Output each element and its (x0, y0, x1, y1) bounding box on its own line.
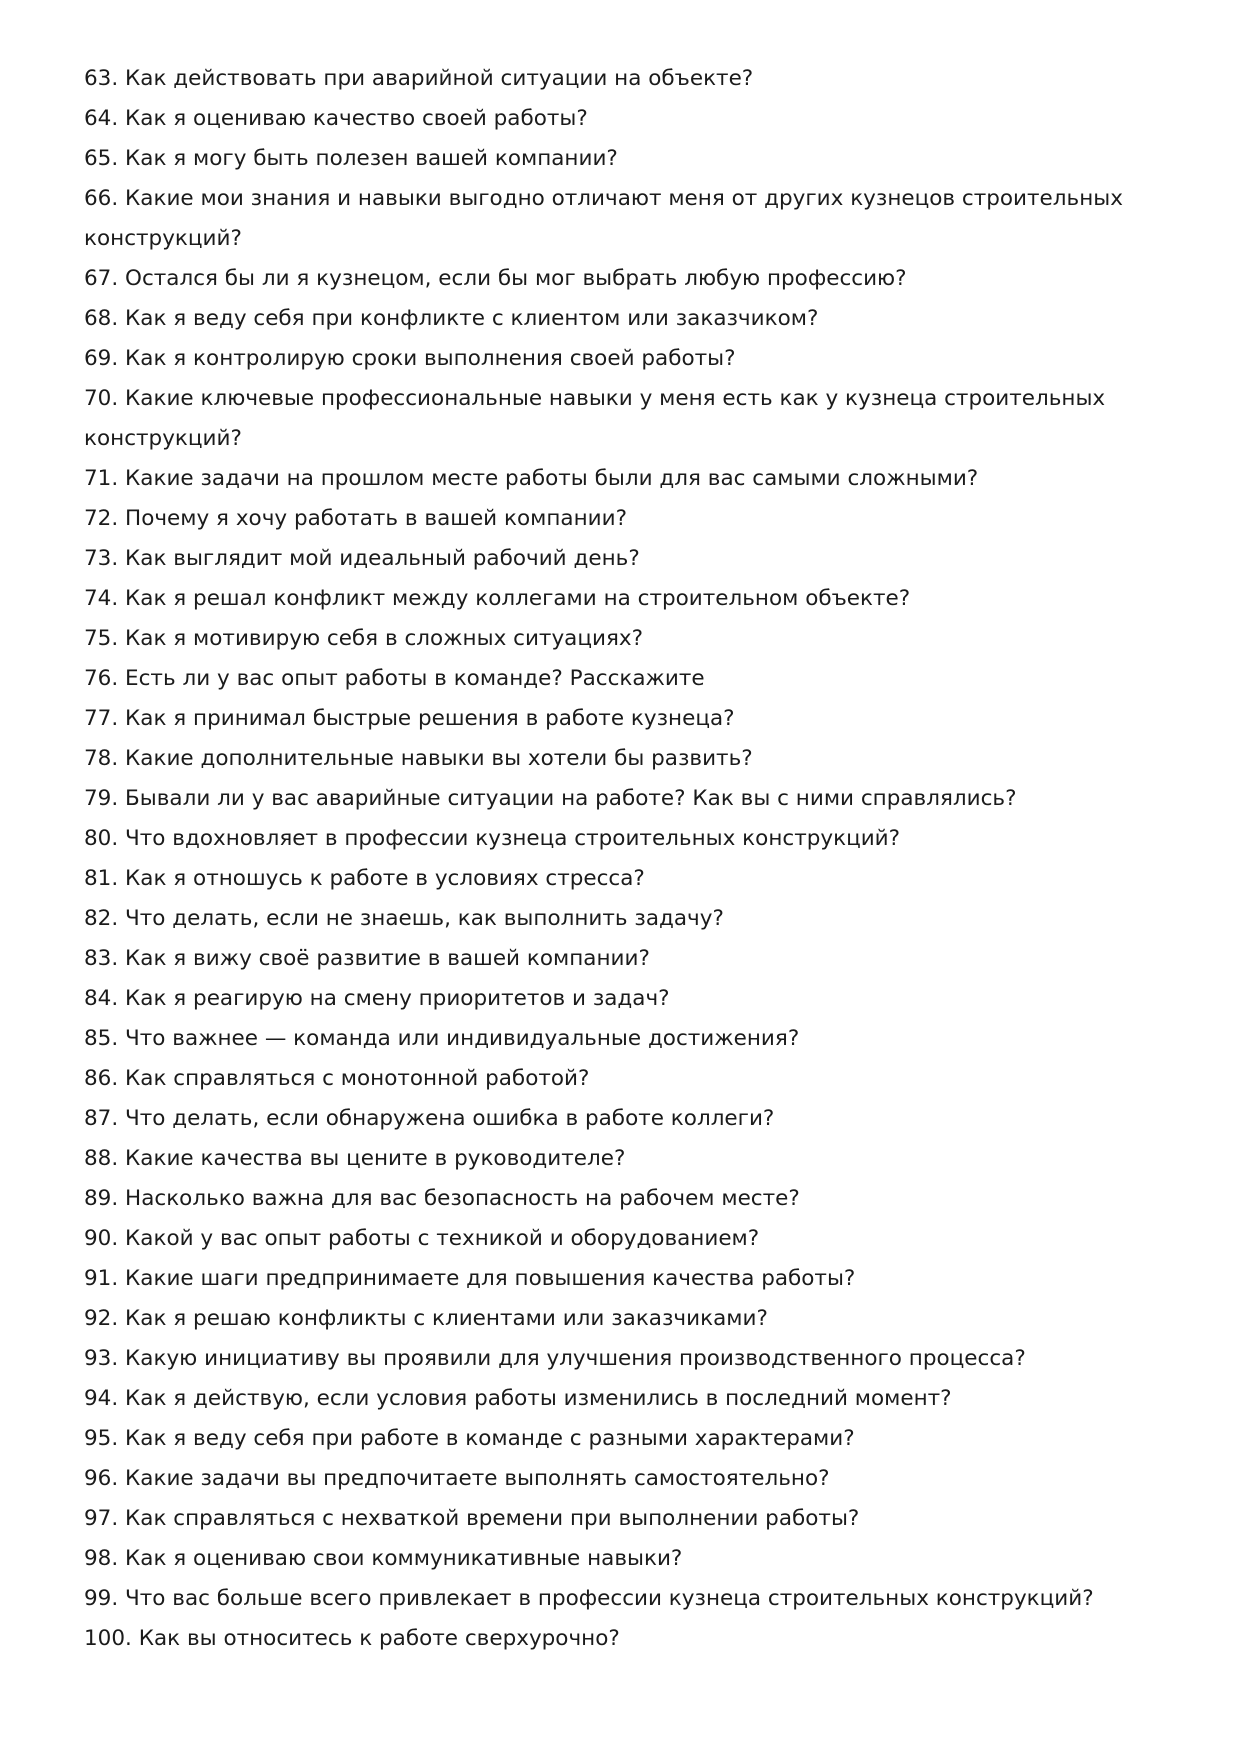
list-item: 83. Как я вижу своё развитие в вашей компании? (84, 946, 650, 971)
list-item: 64. Как я оцениваю качество своей работы? (84, 106, 588, 131)
list-item: 75. Как я мотивирую себя в сложных ситуациях? (84, 626, 644, 651)
list-item: 65. Как я могу быть полезен вашей компании? (84, 146, 618, 171)
list-item: 77. Как я принимал быстрые решения в работе кузнеца? (84, 706, 735, 731)
list-item: 92. Как я решаю конфликты с клиентами или заказчиками? (84, 1306, 768, 1331)
list-item: 74. Как я решал конфликт между коллегами на строительном объекте? (84, 586, 911, 611)
list-item: 87. Что делать, если обнаружена ошибка в работе коллеги? (84, 1106, 775, 1131)
list-item: 93. Какую инициативу вы проявили для улучшения производственного процесса? (84, 1346, 1026, 1371)
list-item: 94. Как я действую, если условия работы изменились в последний момент? (84, 1386, 952, 1411)
list-item: 69. Как я контролирую сроки выполнения своей работы? (84, 346, 736, 371)
list-item: 80. Что вдохновляет в профессии кузнеца строительных конструкций? (84, 826, 901, 851)
list-item: 91. Какие шаги предпринимаете для повышения качества работы? (84, 1266, 856, 1291)
list-item: 68. Как я веду себя при конфликте с клиентом или заказчиком? (84, 306, 819, 331)
list-item: 88. Какие качества вы цените в руководителе? (84, 1146, 626, 1171)
list-item: 63. Как действовать при аварийной ситуации на объекте? (84, 66, 754, 91)
list-item: 67. Остался бы ли я кузнецом, если бы мог выбрать любую профессию? (84, 266, 907, 291)
list-item: 71. Какие задачи на прошлом месте работы были для вас самыми сложными? (84, 466, 979, 491)
list-item: 97. Как справляться с нехваткой времени при выполнении работы? (84, 1506, 860, 1531)
list-item: 99. Что вас больше всего привлекает в профессии кузнеца строительных конструкций? (84, 1586, 1094, 1611)
list-item: 84. Как я реагирую на смену приоритетов и задач? (84, 986, 670, 1011)
list-item: 82. Что делать, если не знаешь, как выполнить задачу? (84, 906, 724, 931)
list-item: 70. Какие ключевые профессиональные навыки у меня есть как у кузнеца строительных конструкций? (84, 386, 1106, 451)
list-item: 66. Какие мои знания и навыки выгодно отличают меня от других кузнецов строительных конструкций? (84, 186, 1123, 251)
list-item: 95. Как я веду себя при работе в команде с разными характерами? (84, 1426, 855, 1451)
list-item: 98. Как я оцениваю свои коммуникативные навыки? (84, 1546, 683, 1571)
list-item: 81. Как я отношусь к работе в условиях стресса? (84, 866, 645, 891)
list-item: 90. Какой у вас опыт работы с техникой и оборудованием? (84, 1226, 760, 1251)
list-item: 76. Есть ли у вас опыт работы в команде? Расскажите (84, 666, 705, 691)
list-item: 89. Насколько важна для вас безопасность на рабочем месте? (84, 1186, 800, 1211)
list-item: 85. Что важнее — команда или индивидуальные достижения? (84, 1026, 800, 1051)
list-item: 100. Как вы относитесь к работе сверхурочно? (84, 1626, 620, 1651)
list-item: 73. Как выглядит мой идеальный рабочий день? (84, 546, 640, 571)
list-item: 79. Бывали ли у вас аварийные ситуации на работе? Как вы с ними справлялись? (84, 786, 1017, 811)
list-item: 96. Какие задачи вы предпочитаете выполнять самостоятельно? (84, 1466, 830, 1491)
question-list (84, 59, 1164, 1659)
list-item: 78. Какие дополнительные навыки вы хотели бы развить? (84, 746, 753, 771)
list-item: 86. Как справляться с монотонной работой? (84, 1066, 590, 1091)
document-page (84, 59, 1164, 1659)
list-item: 72. Почему я хочу работать в вашей компании? (84, 506, 627, 531)
